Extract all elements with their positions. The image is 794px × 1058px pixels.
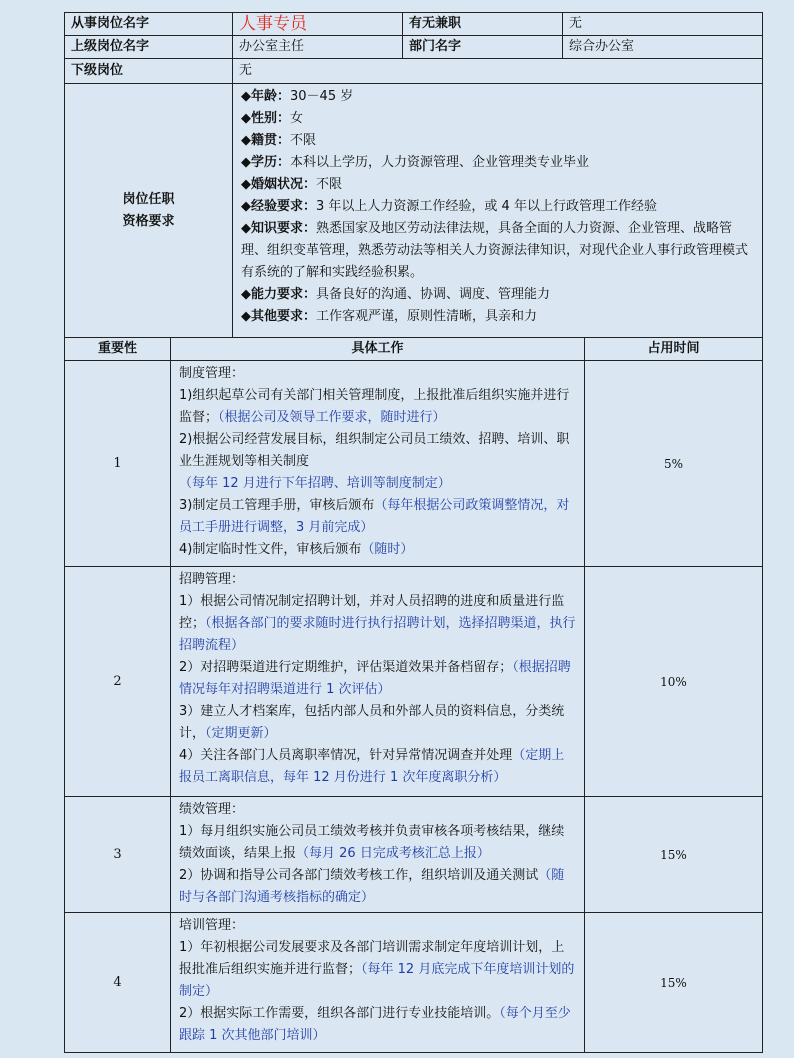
time-cell: 15% <box>585 913 763 1053</box>
requirements-list <box>233 84 763 338</box>
work-table <box>64 337 763 1053</box>
job-description-sheet <box>64 12 762 1058</box>
req-other: ◆其他要求：工作客观严谨，原则性清晰，具亲和力 <box>241 309 538 324</box>
superior-label: 上级岗位名字 <box>65 36 233 59</box>
req-experience: ◆经验要求：3 年以上人力资源工作经验，或 4 年以上行政管理工作经验 <box>241 199 657 214</box>
part-time-label: 有无兼职 <box>403 13 563 36</box>
importance-cell: 4 <box>65 913 171 1053</box>
work-cell: 绩效管理： 1）每月组织实施公司员工绩效考核并负责审核各项考核结果，继续绩效面谈，结果上报（每月 26 日完成考核汇总上报） 2）协调和指导公司各部门绩效考核工作，组织培训及通关测试（随时与各部门沟通考核指标的确定） <box>171 797 585 913</box>
dept-value: 综合办公室 <box>563 36 763 59</box>
req-education: ◆学历：本科以上学历，人力资源管理、企业管理类专业毕业 <box>241 155 590 170</box>
post-name-label: 从事岗位名字 <box>65 13 233 36</box>
table-row <box>65 567 763 797</box>
req-origin: ◆籍贯：不限 <box>241 133 317 148</box>
work-header: 具体工作 <box>171 338 585 361</box>
work-cell: 招聘管理： 1）根据公司情况制定招聘计划，并对人员招聘的进度和质量进行监控；（根据各部门的要求随时进行执行招聘计划，选择招聘渠道，执行招聘流程） 2）对招聘渠道进行定期维护，评估渠道效果并备档留存；（根据招聘情况每年对招聘渠道进行 1 次评估） 3）建立人才档案库，包括内部人员和外部人员的资料信息，分类统计，（定期更新） 4）关注各部门人员离职率情况，针对异常情况调查并处理（定期上报员工离职信息，每年 12 月份进行 1 次年度离职分析） <box>171 567 585 797</box>
table-row <box>65 361 763 567</box>
time-header: 占用时间 <box>585 338 763 361</box>
time-cell: 10% <box>585 567 763 797</box>
subordinate-label: 下级岗位 <box>65 59 233 84</box>
part-time-value: 无 <box>563 13 763 36</box>
subordinate-value: 无 <box>233 59 763 84</box>
importance-header: 重要性 <box>65 338 171 361</box>
importance-cell: 2 <box>65 567 171 797</box>
req-ability: ◆能力要求：具备良好的沟通、协调、调度、管理能力 <box>241 287 551 302</box>
req-age: ◆年龄：30－45 岁 <box>241 89 354 104</box>
time-cell: 15% <box>585 797 763 913</box>
requirements-label: 岗位任职 资格要求 <box>65 84 233 338</box>
time-cell: 5% <box>585 361 763 567</box>
importance-cell: 1 <box>65 361 171 567</box>
req-marital: ◆婚姻状况：不限 <box>241 177 343 192</box>
table-row <box>65 913 763 1053</box>
work-cell: 培训管理： 1）年初根据公司发展要求及各部门培训需求制定年度培训计划，上报批准后组织实施并进行监督；（每年 12 月底完成下年度培训计划的制定） 2）根据实际工作需要，组织各部门进行专业技能培训。（每个月至少跟踪 1 次其他部门培训） <box>171 913 585 1053</box>
req-knowledge: ◆知识要求：熟悉国家及地区劳动法律法规，具备全面的人力资源、企业管理、战略管理、组织变革管理，熟悉劳动法等相关人力资源法律知识，对现代企业人事行政管理模式有系统的了解和实践经验积累。 <box>241 221 749 280</box>
table-row <box>65 797 763 913</box>
dept-label: 部门名字 <box>403 36 563 59</box>
req-gender: ◆性别：女 <box>241 111 304 126</box>
importance-cell: 3 <box>65 797 171 913</box>
superior-value: 办公室主任 <box>233 36 403 59</box>
work-cell: 制度管理： 1)组织起草公司有关部门相关管理制度，上报批准后组织实施并进行监督；（根据公司及领导工作要求，随时进行） 2)根据公司经营发展目标，组织制定公司员工绩效、招聘、培训、职业生涯规划等相关制度（每年 12 月进行下年招聘、培训等制度制定） 3)制定员工管理手册，审核后颁布（每年根据公司政策调整情况，对员工手册进行调整，3 月前完成） 4)制定临时性文件，审核后颁布（随时） <box>171 361 585 567</box>
post-name-value: 人事专员 <box>233 13 403 36</box>
job-info-table <box>64 12 763 338</box>
